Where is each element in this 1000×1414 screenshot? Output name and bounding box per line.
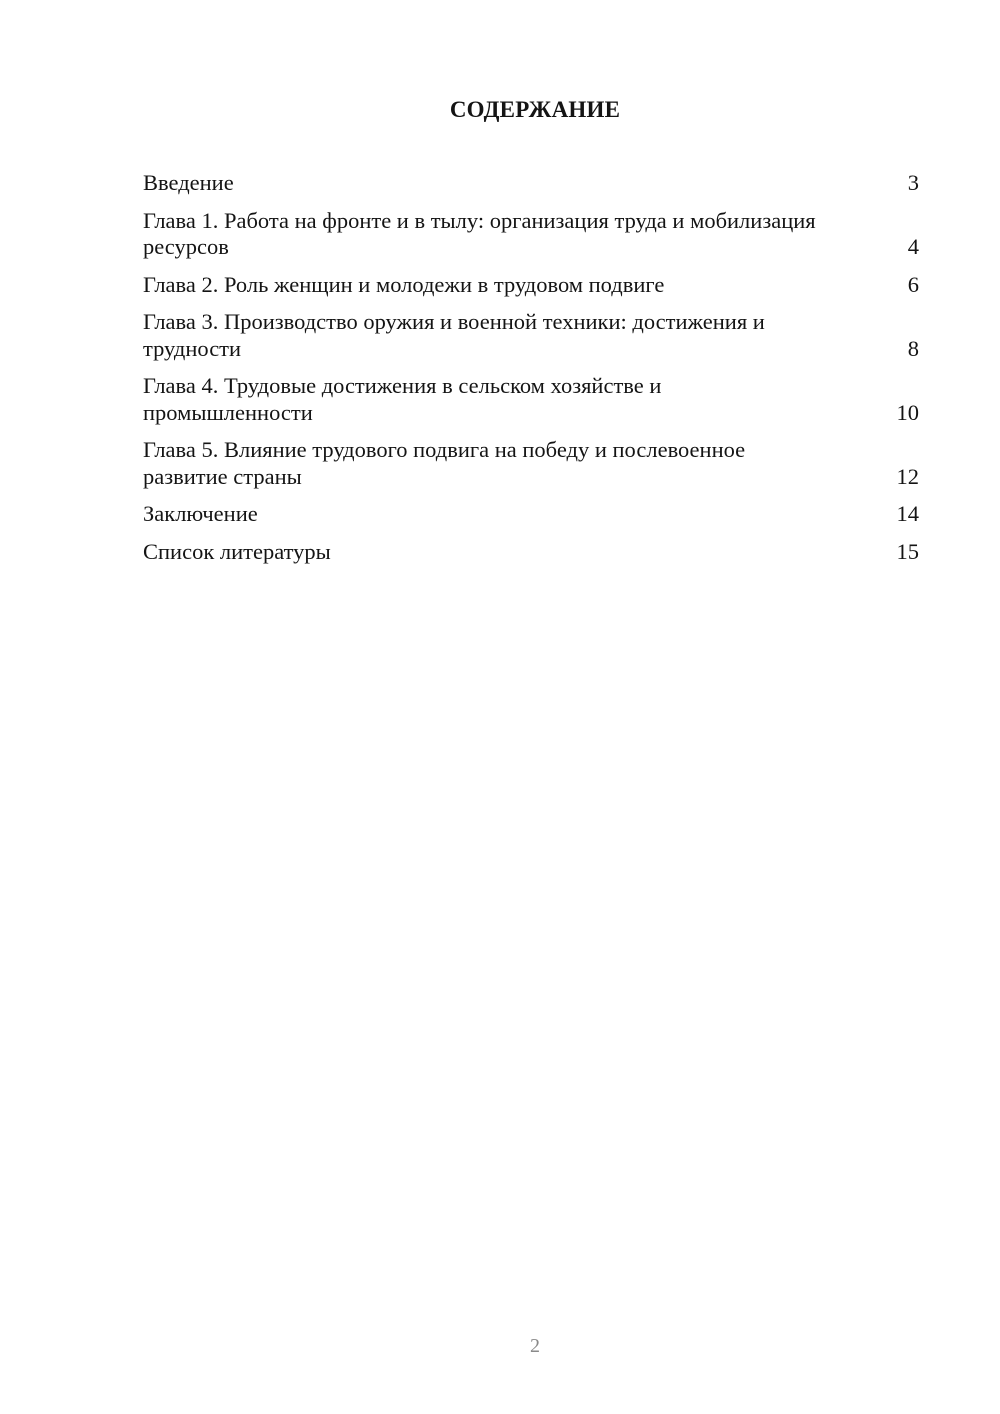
toc-entry-title: Глава 2. Роль женщин и молодежи в трудовом подвиге bbox=[143, 271, 665, 297]
toc-entry-bibliography bbox=[143, 539, 919, 566]
toc-entry-page: 8 bbox=[907, 335, 919, 361]
toc-entry-title: Заключение bbox=[143, 501, 258, 526]
toc-entry-page: 4 bbox=[907, 234, 919, 259]
page-number: 2 bbox=[530, 1335, 540, 1357]
toc-entry-page: 15 bbox=[896, 538, 919, 564]
toc-entry-page: 12 bbox=[896, 463, 919, 489]
toc-entry-conclusion bbox=[143, 501, 919, 528]
toc-entry-page: 3 bbox=[907, 170, 919, 195]
toc-entry-introduction bbox=[143, 170, 919, 197]
table-of-contents bbox=[143, 170, 919, 576]
toc-entry-chapter-1 bbox=[143, 208, 919, 261]
toc-entry-title: Список литературы bbox=[143, 538, 331, 564]
toc-entry-page: 10 bbox=[896, 399, 919, 425]
toc-entry-title: Введение bbox=[143, 170, 234, 195]
toc-entry-title: Глава 3. Производство оружия и военной техники: достижения и трудности bbox=[143, 309, 765, 361]
toc-entry-title: Глава 5. Влияние трудового подвига на победу и послевоенное развитие страны bbox=[143, 437, 746, 489]
toc-entry-title: Глава 1. Работа на фронте и в тылу: организация труда и мобилизация ресурсов bbox=[143, 207, 816, 259]
toc-entry-chapter-4 bbox=[143, 373, 919, 426]
toc-entry-chapter-3 bbox=[143, 309, 919, 362]
toc-entry-chapter-5 bbox=[143, 437, 919, 490]
toc-entry-page: 14 bbox=[896, 501, 919, 526]
toc-entry-chapter-2 bbox=[143, 272, 919, 299]
toc-heading: СОДЕРЖАНИЕ bbox=[449, 97, 621, 122]
toc-entry-page: 6 bbox=[907, 271, 919, 297]
toc-entry-title: Глава 4. Трудовые достижения в сельском хозяйстве и промышленности bbox=[143, 373, 662, 425]
